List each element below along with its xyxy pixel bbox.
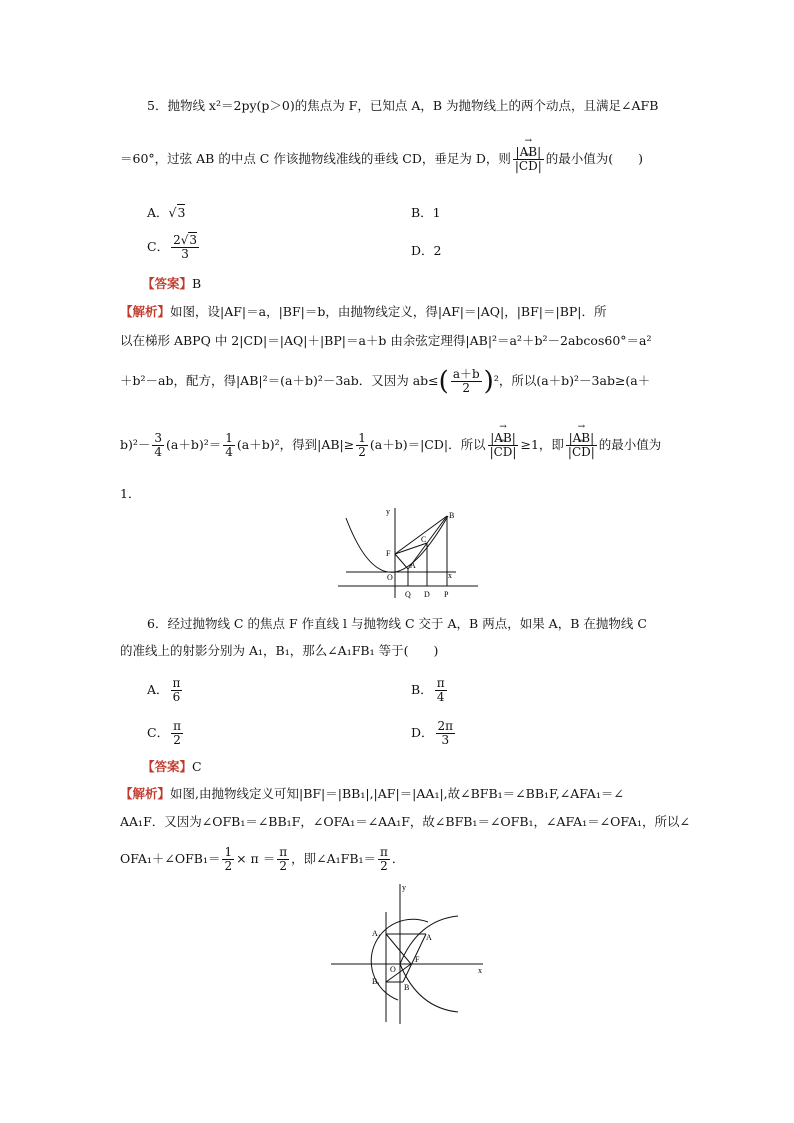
q5-fig-label-P: P — [444, 590, 449, 599]
q5-option-c: C． $\frac{2√3}{3}$ — [147, 233, 198, 261]
q5-fig-label-y: y — [386, 507, 390, 516]
q5-option-b: B．1 — [411, 205, 441, 220]
q5-option-d: D．2 — [411, 243, 442, 258]
q5-answer: 【答案】B — [142, 276, 202, 291]
q5-stem-line2-b: 的最小值为( ) — [545, 151, 644, 166]
q5-fig-label-B: B — [449, 511, 455, 520]
q5-solution-line3: ＋b²－ab，配方，得|AB|²＝(a＋b)²－3ab．又因为 ab≤( $\frac{a+b}{2}$ )²，所以(a＋b)²－3ab≥(a＋ — [120, 366, 651, 397]
q6-option-d: D． $\frac{2\pi}{3}$ — [411, 719, 454, 747]
q5-fig-label-O: O — [387, 573, 393, 582]
q6-fig-label-x: x — [478, 966, 482, 975]
q5-fig-label-C: C — [421, 535, 427, 544]
q5-solution-line4: b)²－ $\frac{3}{4}$ (a＋b)²＝ $\frac{1}{4}$ (a＋b)²，得到|AB|≥ $\frac{1}{2}$ (a＋b)＝|CD|．所以 → |AB| → |CD| ≥1，即 → |AB| → |CD| 的最小值为 — [120, 432, 661, 459]
q6-solution-line1: 【解析】如图,由抛物线定义可知|BF|＝|BB₁|,|AF|＝|AA₁|,故∠BFB₁＝∠BB₁F,∠AFA₁＝∠ — [120, 786, 624, 801]
q5-solution-line2: 以在梯形 ABPQ 中 2|CD|＝|AQ|＋|BP|＝a＋b 由余弦定理得|AB|²＝a²＋b²－2abcos60°＝a² — [120, 333, 652, 348]
q6-solution-line2: AA₁F．又因为∠OFB₁＝∠BB₁F，∠OFA₁＝∠AA₁F，故∠BFB₁＝∠OFB₁，∠AFA₁＝∠OFA₁，所以∠ — [120, 814, 690, 829]
q6-fig-label-y: y — [402, 883, 406, 892]
q5-fig-label-D: D — [424, 590, 430, 599]
q5-solution-line5: 1． — [120, 486, 141, 501]
q6-answer: 【答案】C — [142, 759, 202, 774]
q5-fig-label-Q: Q — [405, 590, 411, 599]
q5-option-a: A．√3 — [147, 205, 186, 220]
q5-fig-label-F: F — [386, 549, 391, 558]
q5-stem-line2 — [120, 146, 643, 173]
q5-solution-line1: 【解析】如图，设|AF|＝a，|BF|＝b，由抛物线定义，得|AF|＝|AQ|，|BF|＝|BP|．所 — [120, 304, 607, 319]
q5-stem-line2-a: ＝60°，过弦 AB 的中点 C 作该抛物线准线的垂线 CD，垂足为 D，则 — [120, 151, 511, 166]
q6-stem-line2: 的准线上的射影分别为 A₁，B₁，那么∠A₁FB₁ 等于( ) — [120, 643, 439, 658]
q6-option-a: A． $\frac{\pi}{6}$ — [147, 676, 181, 704]
q6-option-c: C． $\frac{\pi}{2}$ — [147, 719, 181, 747]
q6-option-b: B． $\frac{\pi}{4}$ — [411, 676, 445, 704]
q6-fig-label-B: B — [404, 983, 410, 992]
q6-fig-label-A: A — [426, 933, 432, 942]
q6-fig-label-B1: B₁ — [372, 977, 381, 986]
q5-parabola-figure — [338, 506, 483, 602]
q6-solution-line3: OFA₁＋∠OFB₁＝ $\frac{1}{2}$ × π ＝ $\frac{\pi}{2}$ ，即∠A₁FB₁＝ $\frac{\pi}{2}$ ． — [120, 845, 405, 873]
q6-parabola-figure — [328, 882, 493, 1026]
q5-fig-label-x: x — [448, 571, 452, 580]
q6-fig-label-F: F — [415, 955, 420, 964]
q5-fig-label-A: A — [410, 561, 416, 570]
q6-fig-label-O: O — [390, 965, 396, 974]
q5-stem-fraction: → |AB| → |CD| — [513, 146, 544, 173]
q5-stem-line1: 5．抛物线 x²＝2py(p＞0)的焦点为 F，已知点 A，B 为抛物线上的两个动点，且满足∠AFB — [147, 98, 659, 113]
q6-fig-label-A1: A₁ — [372, 929, 381, 938]
q6-stem-line1: 6．经过抛物线 C 的焦点 F 作直线 l 与抛物线 C 交于 A，B 两点，如果 A，B 在抛物线 C — [147, 616, 647, 631]
